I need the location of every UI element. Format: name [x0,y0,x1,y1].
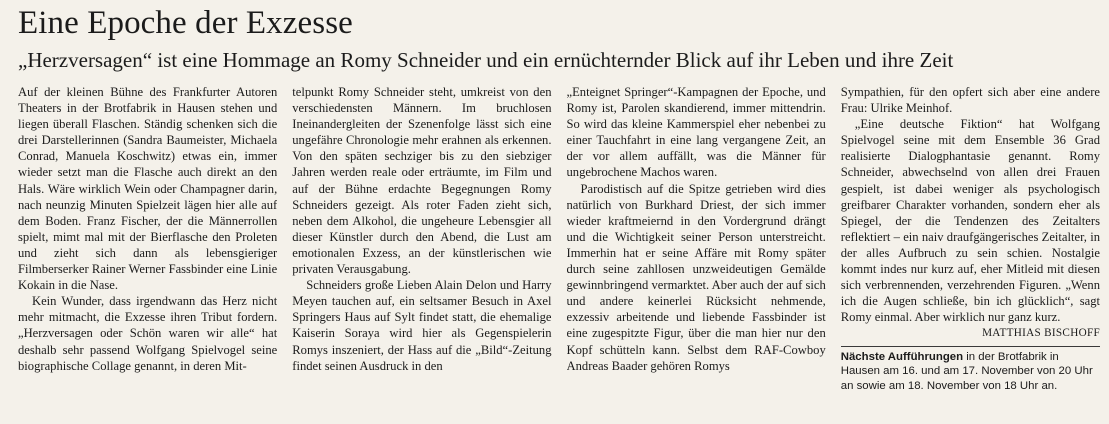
paragraph: Parodistisch auf die Spitze getrieben wird dies natürlich von Burkhard Driest, der sich immer wieder kraftmeiernd in den Vordergrund drängt und die Wichtigkeit seiner Person unterstreicht. Immerhin hat er seine Affäre mit Romy später durch seine zahllosen unzweideutigen Gemälde gewinnbringend vermarktet. Aber auch der auf sich und andere keinerlei Rücksicht nehmende, exzessiv arbeitende und liebende Fassbinder ist eine zugespitzte Figur, über die man hier nur den Kopf schütteln kann. Selbst dem RAF-Cowboy Andreas Baader gehören Romys [566,181,826,373]
performance-info-text: in der Brotfabrik in Hausen am 16. und am 17. November von 20 Uhr an sowie am 18. November von 18 Uhr an. [840,350,1093,392]
headline: Eine Epoche der Exzesse [18,5,353,41]
performance-info [841,350,1100,394]
article-columns [18,84,1100,418]
column-2 [292,84,551,418]
paragraph: Sympathien, für den opfert sich aber eine andere Frau: Ulrike Meinhof. [840,85,1100,116]
performance-info-lead: Nächste Aufführungen [840,350,964,363]
paragraph: telpunkt Romy Schneider steht, umkreist von den verschiedensten Männern. Im bruchlosen Ineinandergleiten der Szenenfolge lässt sich eine ungefähre Chronologie mehr erahnen als erkennen. Von den späten sechziger bis zu den siebziger Jahren werden reale oder erträumte, im Film und auf der Bühne erdachte Begegnungen Romy Schneiders gezeigt. Als roter Faden zieht sich, neben dem Alkohol, die ungeheure Lebensgier all dieser Künstler durch den Abend, die Lust am emotionalen Exzess, an der künstlerischen wie privaten Verausgabung. [292,85,552,277]
column-4 [841,84,1100,418]
author-byline: MATTHIAS BISCHOFF [982,327,1100,340]
paragraph: Kein Wunder, dass irgendwann das Herz nicht mehr mitmacht, die Exzesse ihren Tribut fordern. „Herzversagen oder Schön waren wir alle“ hat deshalb sehr passend Wolfgang Spielvogel seine biographische Collage genannt, in deren Mit- [18,294,278,373]
paragraph: Auf der kleinen Bühne des Frankfurter Autoren Theaters in der Brotfabrik in Hausen stehen und liegen überall Flaschen. Ständig schenken sich die drei Darstellerinnen (Sandra Baumeister, Michaela Conrad, Manuela Koschwitz) etwas ein, immer wieder setzt man die Flasche auch direkt an den Hals. Wäre wirklich Wein oder Champagner darin, nach neunzig Minuten Spielzeit lägen hier alle auf dem Boden. Franz Fischer, der die Männerrollen spielt, mimt mal mit der Bierflasche den Proleten und zieht sich dann als lebensgieriger Filmberserker Rainer Werner Fassbinder eine Linie Kokain in die Nase. [18,85,278,293]
column-1 [18,84,277,418]
subheadline: „Herzversagen“ ist eine Hommage an Romy Schneider und ein ernüchternder Blick auf ihr Leben und ihre Zeit [18,48,954,72]
paragraph: „Eine deutsche Fiktion“ hat Wolfgang Spielvogel seine mit dem Ensemble 36 Grad realisierte Dialogphantasie genannt. Romy Schneider, abwechselnd von allen drei Frauen gespielt, ist dabei weniger als psychologisch greifbarer Charakter vorhanden, sondern eher als Spiegel, der die Tendenzen des Zeitalters reflektiert – ein naiv draufgängerisches Zeitalter, in der alles Aufbruch zu sein schien. Nostalgie kommt indes nur kurz auf, eher Mitleid mit diesen sich verbrennenden, verzehrenden Figuren. „Wenn ich die Augen schließe, bin ich glücklich“, sagt Romy einmal. Aber wirklich nur ganz kurz. [840,117,1100,325]
paragraph: „Enteignet Springer“-Kampagnen der Epoche, und Romy ist, Parolen skandierend, immer mittendrin. So wird das kleine Kammerspiel eher nebenbei zu einer Tauchfahrt in eine lang vergangene Zeit, an der vor allem auffällt, was die Männer für ungebrochene Machos waren. [566,85,826,180]
paragraph: Schneiders große Lieben Alain Delon und Harry Meyen tauchen auf, ein seltsamer Besuch in Axel Springers Haus auf Sylt findet statt, die ehemalige Kaiserin Soraya wird hier als Gegenspielerin Romys inszeniert, der Hass auf die „Bild“-Zeitung findet seinen Ausdruck in den [292,278,552,373]
divider [841,346,1100,347]
column-3 [567,84,826,418]
